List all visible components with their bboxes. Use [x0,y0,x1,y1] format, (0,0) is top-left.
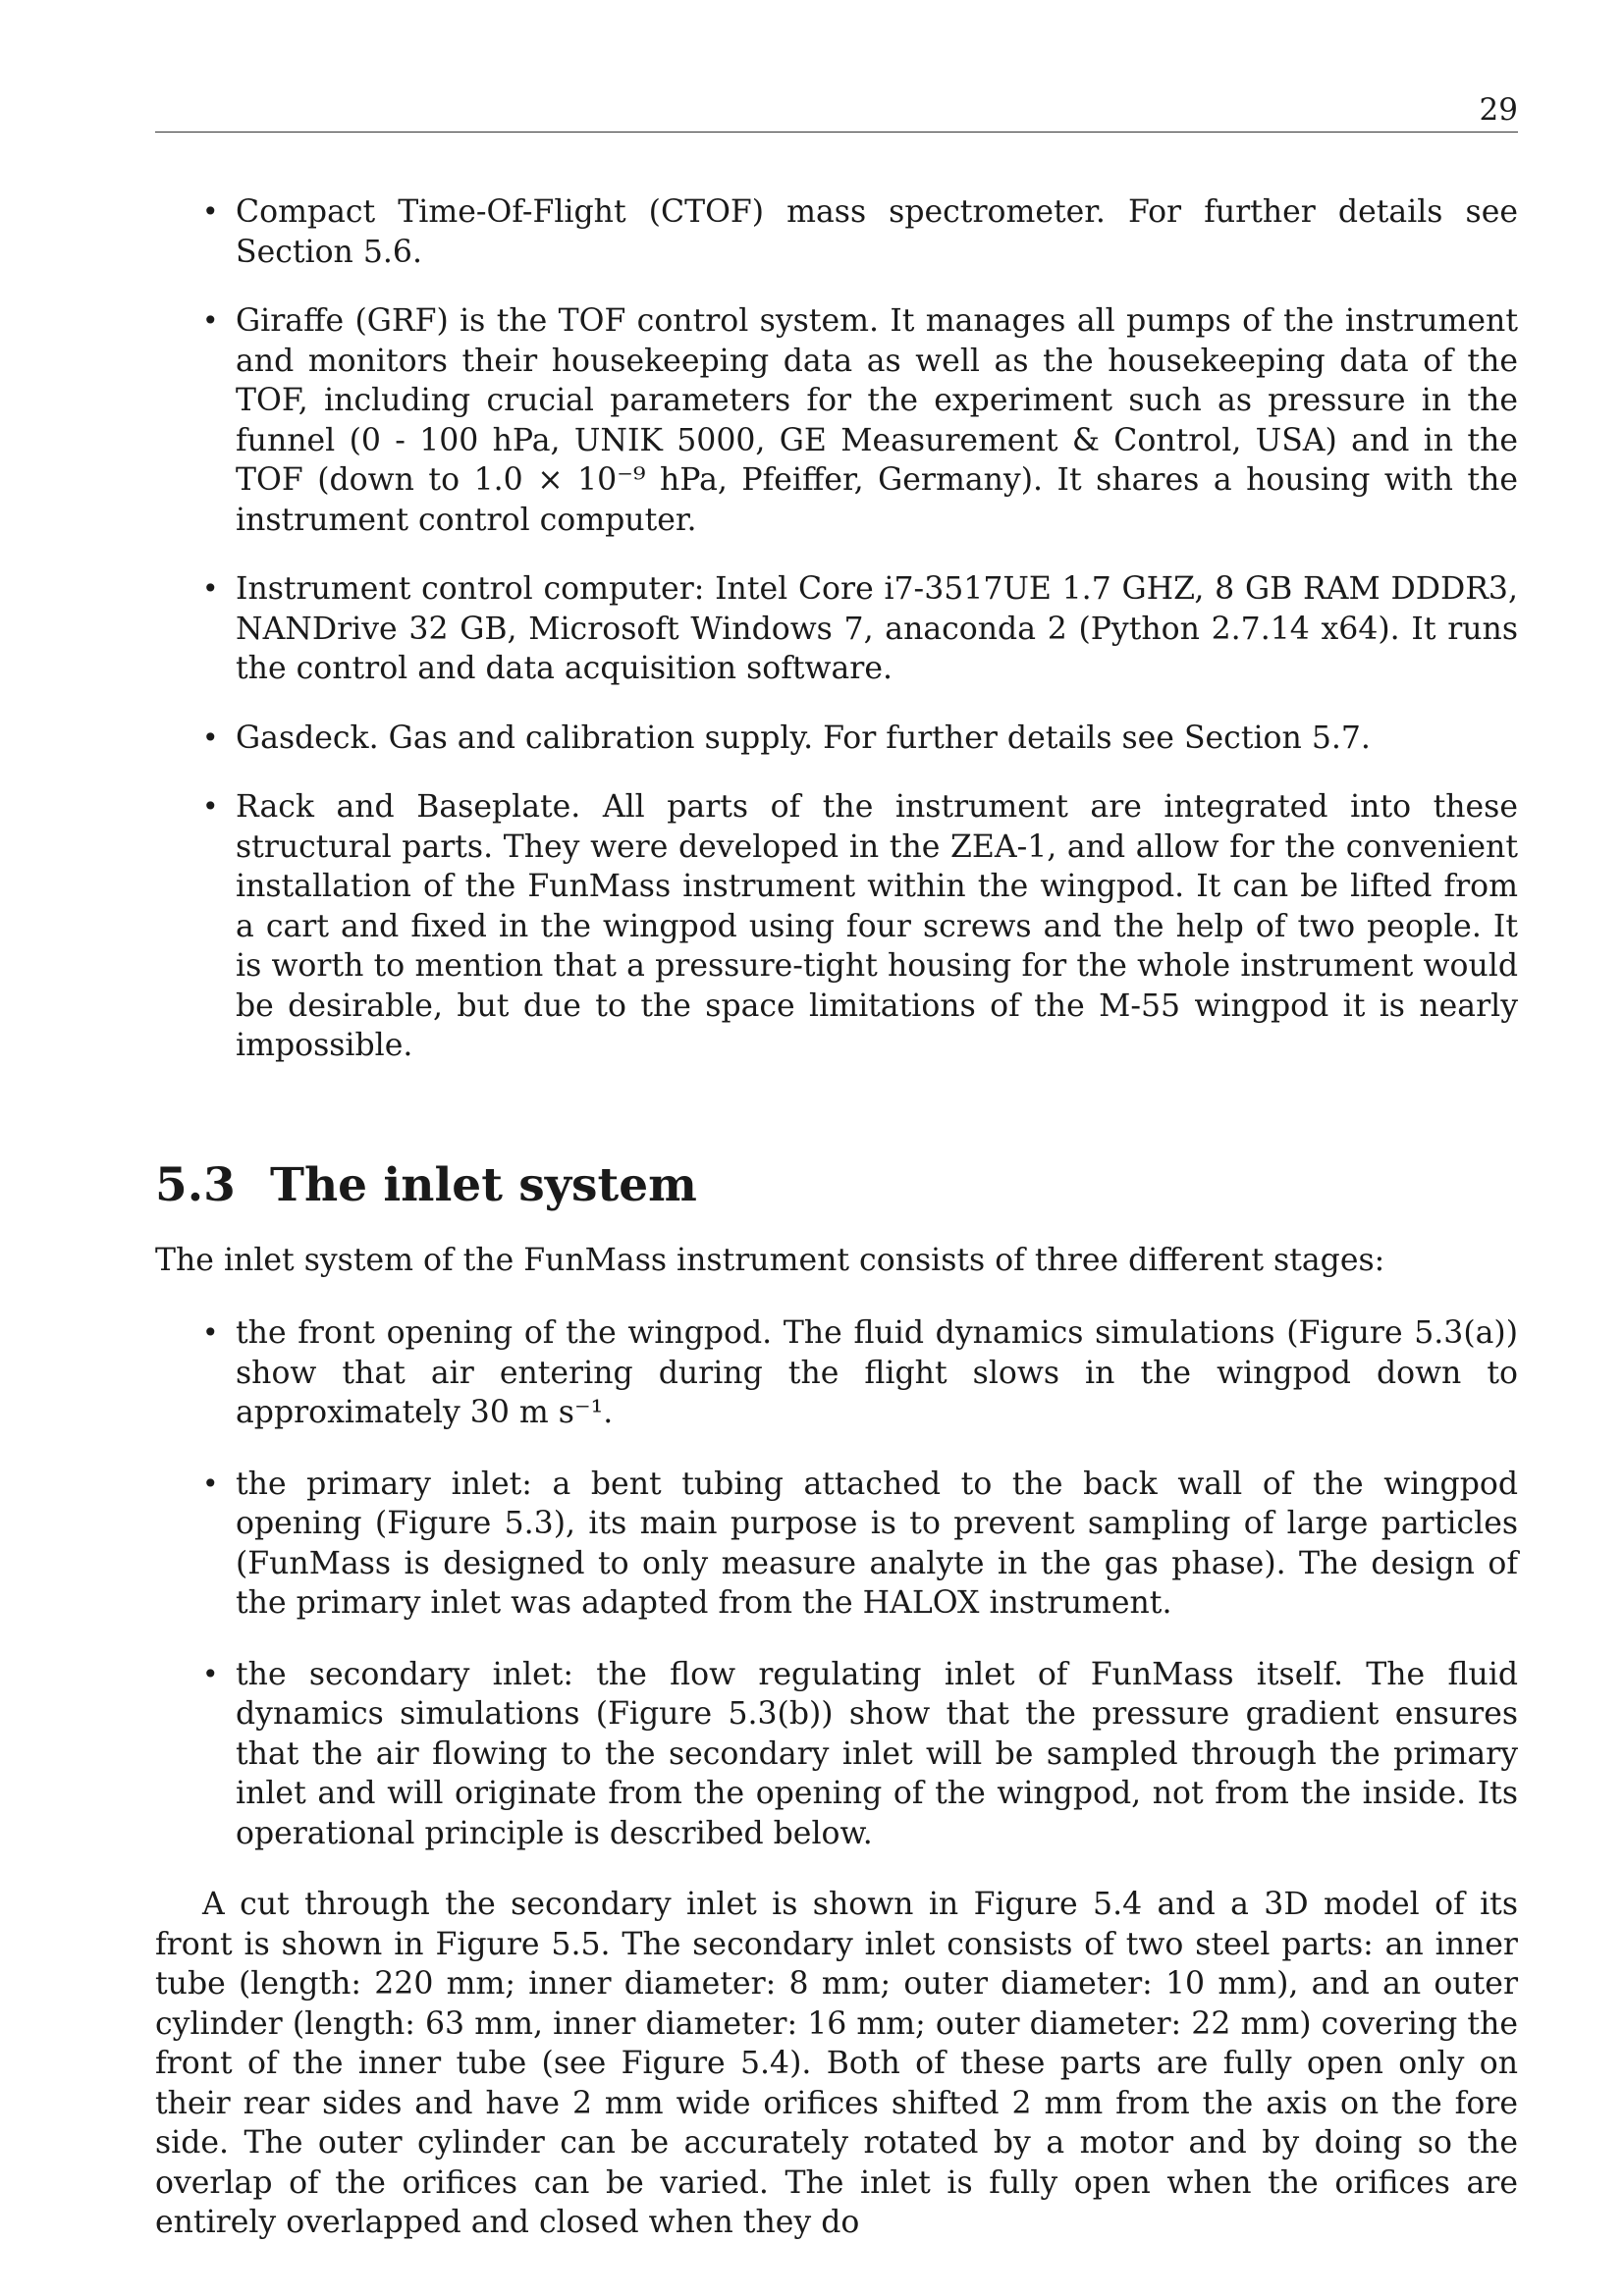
list-item-secondary-inlet: • the secondary inlet: the flow regulating inlet of FunMass itself. The fluid dynamics simulations (Figure 5.3(b)) show that the pressure gradient ensures that the air flowing to the secondary inlet will be sampled through the primary inlet and will originate from the opening of the wingpod, not from the inside. Its operational principle is described below. [155,1655,1518,1854]
section-number: 5.3 [155,1157,236,1212]
section-intro: The inlet system of the FunMass instrument consists of three different stages: [155,1242,1385,1278]
list-item-control-computer: • Instrument control computer: Intel Core i7-3517UE 1.7 GHZ, 8 GB RAM DDDR3, NANDrive 32 GB, Microsoft Windows 7, anaconda 2 (Python 2.7.14 x64). It runs the control and data acquisition software. [155,569,1518,689]
inlet-stages-list [155,1313,1518,1853]
section-title: The inlet system [270,1157,697,1212]
page-number: 29 [1479,92,1518,128]
list-item-giraffe: • Giraffe (GRF) is the TOF control system. It manages all pumps of the instrument and monitors their housekeeping data as well as the housekeeping data of the TOF, including crucial parameters for the experiment such as pressure in the funnel (0 - 100 hPa, UNIK 5000, GE Measurement & Control, USA) and in the TOF (down to 1.0 × 10⁻⁹ hPa, Pfeiffer, Germany). It shares a housing with the instrument control computer. [155,301,1518,540]
section-heading [155,1158,1518,1213]
component-list [155,192,1518,1066]
list-item-ctof: • Compact Time-Of-Flight (CTOF) mass spectrometer. For further details see Section 5.6. [155,192,1518,272]
page-content [155,192,1518,2243]
header-rule [155,132,1518,133]
body-paragraph: A cut through the secondary inlet is shown in Figure 5.4 and a 3D model of its front is shown in Figure 5.5. The secondary inlet consists of two steel parts: an inner tube (length: 220 mm; inner diameter: 8 mm; outer diameter: 10 mm), and an outer cylinder (length: 63 mm, inner diameter: 16 mm; outer diameter: 22 mm) covering the front of the inner tube (see Figure 5.4). Both of these parts are fully open only on their rear sides and have 2 mm wide orifices shifted 2 mm from the axis on the fore side. The outer cylinder can be accurately rotated by a motor and by doing so the overlap of the orifices can be varied. The inlet is fully open when the orifices are entirely overlapped and closed when they do [155,1887,1518,2240]
list-item-primary-inlet: • the primary inlet: a bent tubing attached to the back wall of the wingpod opening (Figure 5.3), its main purpose is to prevent sampling of large particles (FunMass is designed to only measure analyte in the gas phase). The design of the primary inlet was adapted from the HALOX instrument. [155,1465,1518,1624]
list-item-front-opening: • the front opening of the wingpod. The fluid dynamics simulations (Figure 5.3(a)) show that air entering during the flight slows in the wingpod down to approximately 30 m s⁻¹. [155,1313,1518,1433]
list-item-rack-baseplate: • Rack and Baseplate. All parts of the instrument are integrated into these structural parts. They were developed in the ZEA-1, and allow for the convenient installation of the FunMass instrument within the wingpod. It can be lifted from a cart and fixed in the wingpod using four screws and the help of two people. It is worth to mention that a pressure-tight housing for the whole instrument would be desirable, but due to the space limitations of the M-55 wingpod it is nearly impossible. [155,787,1518,1066]
list-item-gasdeck: • Gasdeck. Gas and calibration supply. For further details see Section 5.7. [155,719,1518,759]
